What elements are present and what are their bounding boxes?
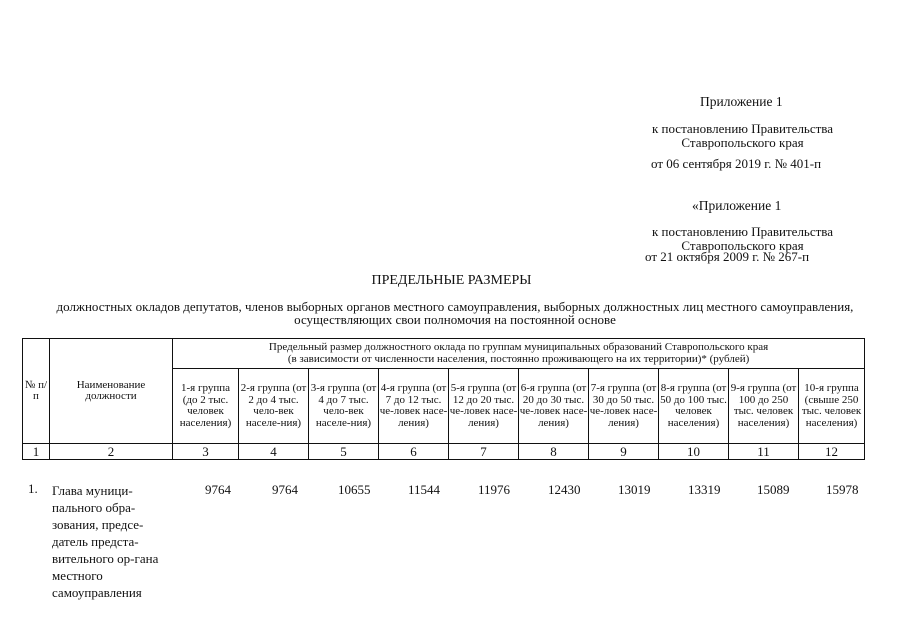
value-group-6: 12430 xyxy=(548,482,581,497)
value-group-2: 9764 xyxy=(272,482,298,497)
group-header-3: 3-я группа (от 4 до 7 тыс. чело-век населе-ния) xyxy=(309,369,379,444)
salary-limits-table xyxy=(22,338,865,460)
value-group-3: 10655 xyxy=(338,482,371,497)
group-header-2: 2-я группа (от 2 до 4 тыс. чело-век населе-ния) xyxy=(239,369,309,444)
original-appendix-label: «Приложение 1 xyxy=(692,198,782,213)
column-number-4: 4 xyxy=(239,444,309,460)
value-group-10: 15978 xyxy=(826,482,859,497)
group-header-6: 6-я группа (от 20 до 30 тыс. че-ловек насе-ления) xyxy=(519,369,589,444)
header-position-name: Наименование должности xyxy=(50,339,173,444)
column-number-11: 11 xyxy=(729,444,799,460)
header-groups xyxy=(173,339,865,369)
column-number-9: 9 xyxy=(589,444,659,460)
value-group-4: 11544 xyxy=(408,482,441,497)
document-title: ПРЕДЕЛЬНЫЕ РАЗМЕРЫ xyxy=(371,273,532,288)
row-position-name: Глава муници-пального обра-зования, предсе-датель предста-вительного ор-гана местного самоуправления xyxy=(52,483,159,600)
column-number-12: 12 xyxy=(799,444,865,460)
group-header-10: 10-я группа (свыше 250 тыс. человек населения) xyxy=(799,369,865,444)
original-decree-date: от 21 октября 2009 г. № 267-п xyxy=(645,249,810,264)
group-header-9: 9-я группа (от 100 до 250 тыс. человек населения) xyxy=(729,369,799,444)
group-header-8: 8-я группа (от 50 до 100 тыс. человек населения) xyxy=(659,369,729,444)
column-number-3: 3 xyxy=(173,444,239,460)
document-subtitle: должностных окладов депутатов, членов выборных органов местного самоуправления, выборных должностных лиц местного самоуправления, осуществляющих свои полномочия на постоянной основе xyxy=(56,299,854,327)
value-group-5: 11976 xyxy=(478,482,511,497)
column-number-7: 7 xyxy=(449,444,519,460)
column-number-6: 6 xyxy=(379,444,449,460)
value-group-7: 13019 xyxy=(618,482,651,497)
column-number-1: 1 xyxy=(23,444,50,460)
column-number-2: 2 xyxy=(50,444,173,460)
value-group-9: 15089 xyxy=(757,482,790,497)
column-number-10: 10 xyxy=(659,444,729,460)
group-header-5: 5-я группа (от 12 до 20 тыс. че-ловек насе-ления) xyxy=(449,369,519,444)
column-number-8: 8 xyxy=(519,444,589,460)
group-header-1: 1-я группа (до 2 тыс. человек населения) xyxy=(173,369,239,444)
column-number-5: 5 xyxy=(309,444,379,460)
appendix-label: Приложение 1 xyxy=(700,94,783,109)
row-index: 1. xyxy=(28,481,38,496)
value-group-8: 13319 xyxy=(688,482,721,497)
decree-date: от 06 сентября 2019 г. № 401-п xyxy=(651,156,822,171)
header-groups-line1: Предельный размер должностного оклада по группам муниципальных образований Ставропольского края xyxy=(268,341,769,353)
header-groups-line2: (в зависимости от численности населения, постоянно проживающего на их территории)* (рублей) xyxy=(287,352,750,365)
group-header-4: 4-я группа (от 7 до 12 тыс. че-ловек насе-ления) xyxy=(379,369,449,444)
original-decree-reference: к постановлению Правительства Ставропольского края xyxy=(651,224,834,253)
header-number: № п/п xyxy=(23,339,50,444)
decree-reference: к постановлению Правительства Ставропольского края xyxy=(651,121,834,150)
group-header-7: 7-я группа (от 30 до 50 тыс. че-ловек насе-ления) xyxy=(589,369,659,444)
value-group-1: 9764 xyxy=(205,482,231,497)
